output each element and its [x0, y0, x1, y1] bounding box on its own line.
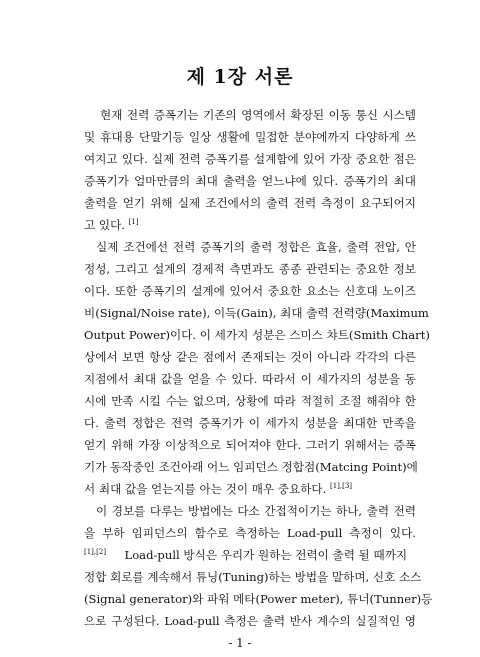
text-line: [1],[2] Load-pull 방식은 우리가 원하는 전력이 출력 될 때까지	[84, 548, 408, 562]
text-line: 기가 동작중인 조건아래 어느 임피던스 정합점(Matcing Point)에	[84, 460, 418, 474]
text-line: Output Power)이다. 이 세가지 성분은 스미스 챠트(Smith Chart)	[84, 328, 430, 342]
chapter-title: 제 1장 서론	[186, 66, 294, 88]
text-line: 비(Signal/Noise rate), 이득(Gain), 최대 출력 전력량(Maximum	[84, 306, 429, 320]
text-line: 여지고 있다. 실제 전력 증폭기를 설계함에 있어 가장 중요한 점은	[84, 152, 416, 166]
citation: [1]	[128, 218, 139, 226]
text-line: 을 부하 임피던스의 함수로 측정하는 Load-pull 측정이 있다.	[84, 526, 416, 540]
text-line: (Signal generator)와 파워 메타(Power meter), 튜너(Tunner)등	[84, 592, 433, 606]
text-line: 이 경보를 다루는 방법에는 다소 간접적이기는 하나, 출력 전력	[96, 504, 416, 518]
text-line: 정합 회로를 계속해서 튜닝(Tuning)하는 방법을 말하며, 신호 소스	[84, 570, 422, 584]
text-line: 으로 구성된다. Load-pull 측정은 출력 반사 계수의 실질적인 영	[84, 614, 416, 628]
text-line: 지점에서 최대 값을 얻을 수 있다. 따라서 이 세가지의 성분을 동	[84, 372, 416, 386]
text-line: 고 있다. [1]	[84, 218, 139, 232]
text-line: 현재 전력 증폭기는 기존의 영역에서 확장된 이동 통신 시스템	[100, 108, 416, 122]
citation: [1],[2]	[84, 548, 107, 556]
text-line: 상에서 보면 항상 같은 점에서 존재되는 것이 아니라 각각의 다른	[84, 350, 416, 364]
text-line: 출력을 얻기 위해 실제 조건에서의 출력 전력 측정이 요구되어지	[84, 196, 416, 210]
text-line: 다. 출력 정합은 전력 증폭기가 이 세가지 성분을 최대한 만족을	[84, 416, 416, 430]
text-line: 시에 만족 시킬 수는 없으며, 상황에 따라 적절히 조절 해줘야 한	[84, 394, 416, 408]
text-line: 서 최대 값을 얻는지를 아는 것이 매우 중요하다. [1],[3]	[84, 482, 353, 496]
text-line: 증폭기가 얼마만큼의 최대 출력을 얻느냐에 있다. 증폭기의 최대	[84, 174, 416, 188]
text-line: 및 휴대용 단말기등 일상 생활에 밀접한 분야에까지 다양하게 쓰	[84, 130, 416, 144]
text-line: 실제 조건에선 전력 증폭기의 출력 정합은 효율, 출력 전압, 안	[96, 240, 416, 254]
text-line: 얻기 위해 가장 이상적으로 되어져야 한다. 그러기 위해서는 증폭	[84, 438, 416, 452]
citation: [1],[3]	[329, 482, 353, 490]
text-line: 정성, 그리고 설계의 경제적 측면과도 종종 관련되는 중요한 정보	[84, 262, 416, 276]
page-number: - 1 -	[228, 636, 252, 650]
text-line: 이다. 또한 증폭기의 설계에 있어서 중요한 요소는 신호대 노이즈	[84, 284, 416, 298]
